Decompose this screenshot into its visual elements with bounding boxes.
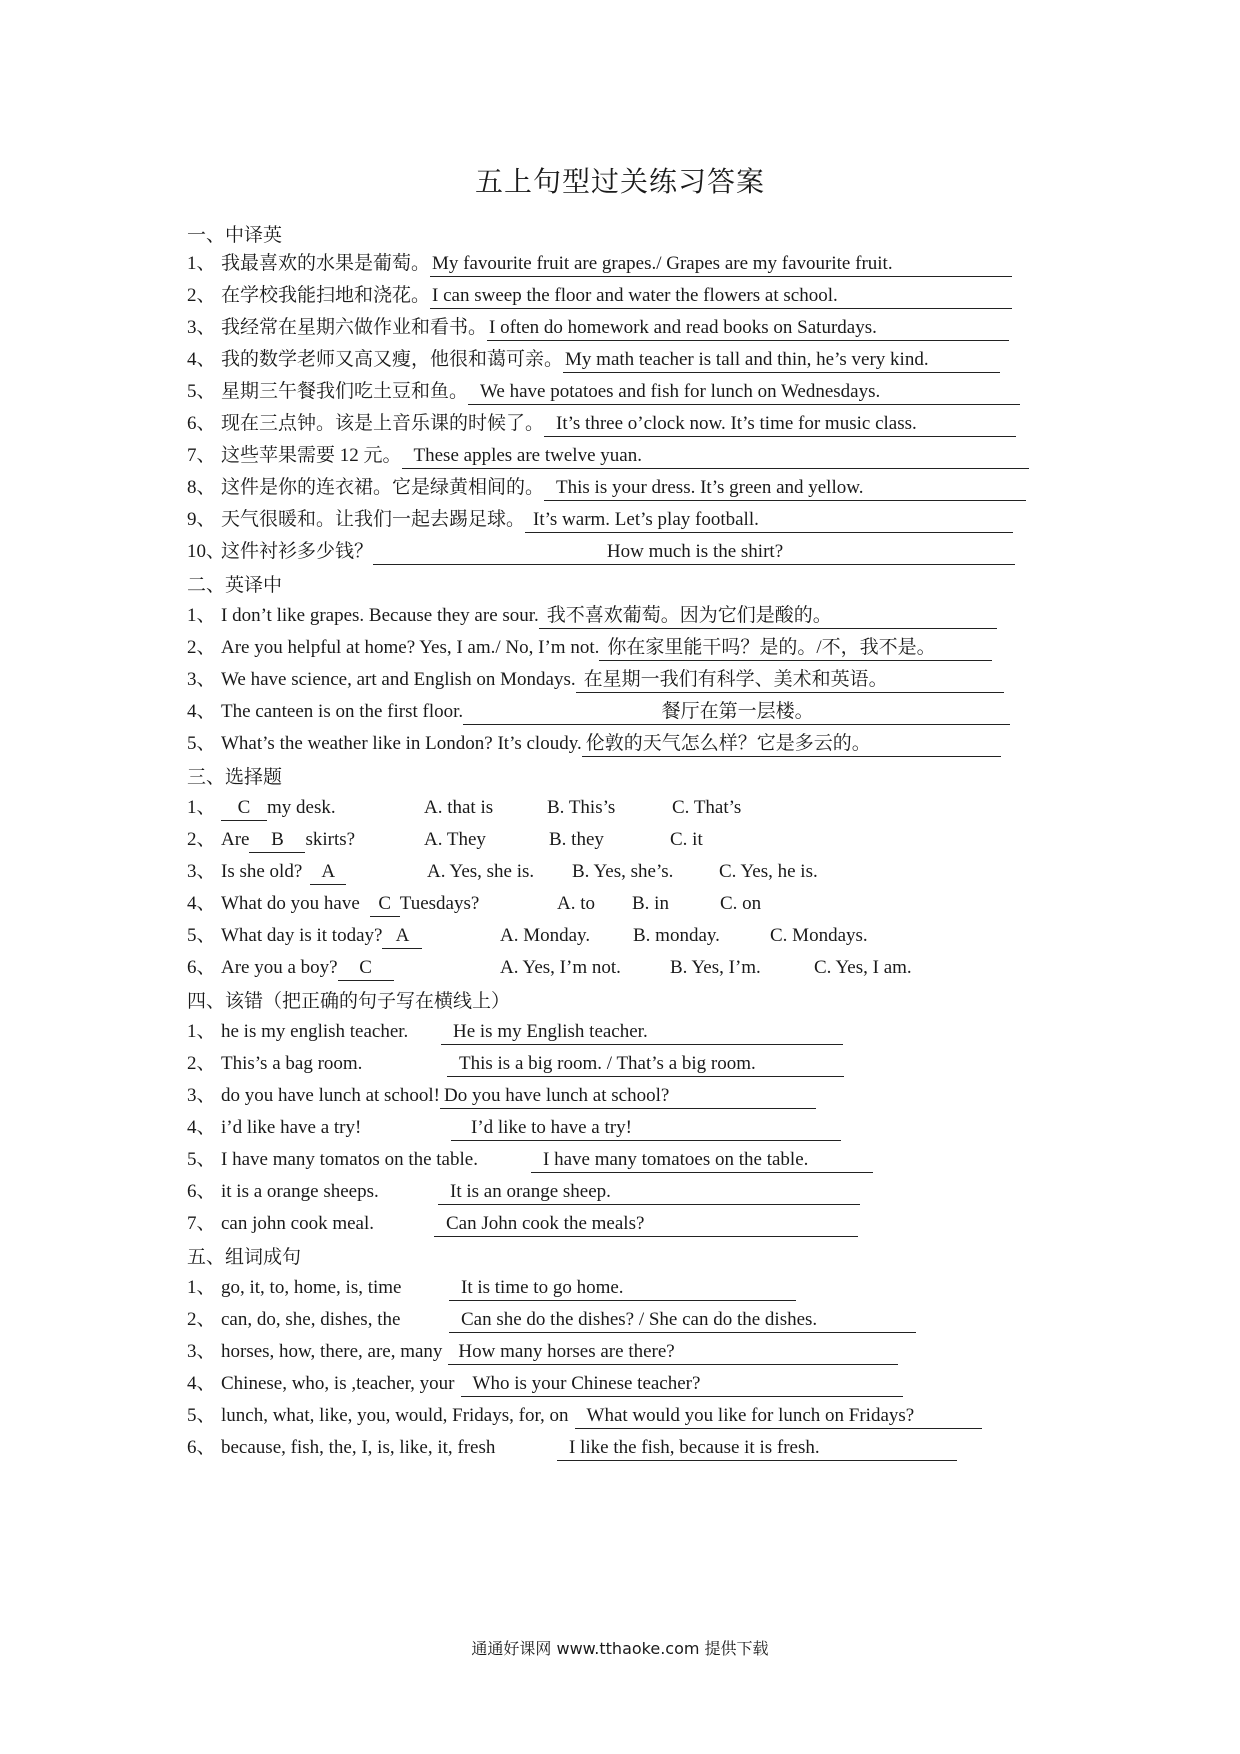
list-item [187,890,1047,918]
section-heading-5: 五、组词成句 [187,1247,302,1268]
answer-line: My favourite fruit are grapes./ Grapes are my favourite fruit. [430,252,1012,277]
page-title: 五上句型过关练习答案 [474,167,765,198]
item-number: 2、 [187,1053,216,1074]
list-item [187,1050,844,1078]
list-item [187,794,1047,822]
item-number: 2、 [187,637,216,658]
list-item [187,1306,916,1334]
item-number: 3、 [187,861,216,882]
list-item [187,1146,873,1174]
answer-line: Can she do the dishes? / She can do the dishes. [449,1308,916,1333]
question-text: Are [221,829,250,850]
option-c: C. Yes, he is. [719,861,818,882]
item-number: 4、 [187,1117,216,1138]
item-number: 4、 [187,349,216,370]
list-item [187,826,1047,854]
answer-line: It’s warm. Let’s play football. [525,508,1013,533]
question-text: Chinese, who, is ,teacher, your [221,1373,455,1394]
answer-line: It is time to go home. [449,1276,796,1301]
list-item [187,1338,898,1366]
item-number: 1、 [187,605,216,626]
item-number: 5、 [187,381,216,402]
option-c: C. it [670,829,703,850]
question-text: horses, how, there, are, many [221,1341,443,1362]
list-item [187,538,1015,566]
option-c: C. Mondays. [770,925,868,946]
list-item [187,1434,957,1462]
question-text: Are you a boy? [221,957,338,978]
question-text: We have science, art and English on Mondays. [221,669,576,690]
item-number: 7、 [187,445,216,466]
footer-credit: 通通好课网 www.tthaoke.com 提供下载 [471,1639,769,1658]
item-number: 3、 [187,1341,216,1362]
option-b: B. they [549,829,604,850]
option-a: A. to [557,893,595,914]
list-item [187,314,1009,342]
answer-line: 餐厅在第一层楼。 [463,700,1010,725]
list-item [187,1018,843,1046]
option-a: A. They [424,829,486,850]
option-b: B. Yes, I’m. [670,957,761,978]
item-number: 3、 [187,317,216,338]
list-item [187,1402,982,1430]
list-item [187,410,1016,438]
item-number: 1、 [187,1021,216,1042]
question-text: What’s the weather like in London? It’s cloudy. [221,733,582,754]
item-number: 5、 [187,1149,216,1170]
item-number: 9、 [187,509,216,530]
list-item [187,954,1047,982]
answer-line: Do you have lunch at school? [440,1084,816,1109]
answer-line: What would you like for lunch on Fridays? [575,1404,982,1429]
item-number: 6、 [187,1437,216,1458]
list-item [187,666,1004,694]
option-c: C. on [720,893,762,914]
answer-line: My math teacher is tall and thin, he’s very kind. [563,348,1000,373]
answer-blank: B [249,828,305,853]
item-number: 5、 [187,1405,216,1426]
question-text: can, do, she, dishes, the [221,1309,401,1330]
list-item [187,1274,796,1302]
list-item [187,378,1020,406]
item-number: 5、 [187,925,216,946]
question-text: What do you have [221,893,360,914]
section-heading-4: 四、该错（把正确的句子写在横线上） [187,991,511,1012]
list-item [187,730,1001,758]
list-item [187,250,1012,278]
item-number: 1、 [187,253,216,274]
question-text: 我经常在星期六做作业和看书。 [221,317,488,338]
list-item [187,698,1010,726]
question-text: 这件是你的连衣裙。它是绿黄相间的。 [221,477,545,498]
answer-blank: C [370,892,400,917]
answer-blank: C [338,956,394,981]
answer-line: We have potatoes and fish for lunch on Wednesdays. [468,380,1020,405]
item-number: 3、 [187,1085,216,1106]
list-item [187,1082,816,1110]
question-text: because, fish, the, I, is, like, it, fresh [221,1437,496,1458]
item-number: 6、 [187,1181,216,1202]
option-b: B. in [632,893,669,914]
list-item [187,442,1029,470]
question-text: do you have lunch at school! [221,1085,440,1106]
question-text: skirts? [305,829,356,850]
section-heading-3: 三、选择题 [187,767,283,788]
option-c: C. That’s [672,797,742,818]
answer-line: It’s three o’clock now. It’s time for music class. [544,412,1016,437]
list-item [187,282,1012,310]
option-c: C. Yes, I am. [814,957,912,978]
question-text: What day is it today? [221,925,383,946]
question-text: 星期三午餐我们吃土豆和鱼。 [221,381,469,402]
answer-line: 伦敦的天气怎么样？它是多云的。 [582,732,1001,757]
item-number: 3、 [187,669,216,690]
question-text: 在学校我能扫地和浇花。 [221,285,431,306]
answer-line: It is an orange sheep. [438,1180,860,1205]
answer-line: This is your dress. It’s green and yellow. [544,476,1026,501]
question-text: 天气很暖和。让我们一起去踢足球。 [221,509,526,530]
answer-line: 你在家里能干吗？是的。/不，我不是。 [599,636,992,661]
answer-line: 在星期一我们有科学、美术和英语。 [576,668,1004,693]
answer-line: Who is your Chinese teacher? [461,1372,903,1397]
question-text: my desk. [267,797,336,818]
question-text: can john cook meal. [221,1213,375,1234]
answer-line: I can sweep the floor and water the flowers at school. [430,284,1012,309]
answer-line: This is a big room. / That’s a big room. [447,1052,844,1077]
question-text: 这件衬衫多少钱？ [221,541,374,562]
option-a: A. Monday. [500,925,591,946]
item-number: 5、 [187,733,216,754]
list-item [187,1178,860,1206]
item-number: 10、 [187,541,226,562]
answer-line: 我不喜欢葡萄。因为它们是酸的。 [539,604,997,629]
answer-blank: A [382,924,422,949]
list-item [187,602,997,630]
question-text: This’s a bag room. [221,1053,363,1074]
list-item [187,1370,903,1398]
question-text: Is she old? [221,861,303,882]
question-text: 现在三点钟。该是上音乐课的时候了。 [221,413,545,434]
section-heading-1: 一、中译英 [187,225,283,246]
list-item [187,1210,858,1238]
option-a: A. Yes, she is. [427,861,535,882]
answer-line: I often do homework and read books on Saturdays. [487,316,1009,341]
question-text: The canteen is on the first floor. [221,701,464,722]
item-number: 7、 [187,1213,216,1234]
section-heading-2: 二、英译中 [187,575,283,596]
question-text: I don’t like grapes. Because they are sour. [221,605,539,626]
question-text: go, it, to, home, is, time [221,1277,402,1298]
item-number: 1、 [187,1277,216,1298]
question-text: he is my english teacher. [221,1021,409,1042]
answer-blank: C [221,796,267,821]
answer-line: I like the fish, because it is fresh. [557,1436,957,1461]
question-text: Tuesdays? [399,893,480,914]
answer-line: How many horses are there? [448,1340,898,1365]
item-number: 8、 [187,477,216,498]
option-b: B. Yes, she’s. [572,861,674,882]
answer-line: These apples are twelve yuan. [402,444,1029,469]
list-item [187,634,992,662]
item-number: 2、 [187,1309,216,1330]
item-number: 4、 [187,893,216,914]
option-a: A. that is [424,797,494,818]
question-text: 我最喜欢的水果是葡萄。 [221,253,431,274]
list-item [187,346,1000,374]
question-text: I have many tomatos on the table. [221,1149,478,1170]
answer-blank: A [310,860,346,885]
answer-line: I have many tomatoes on the table. [531,1148,873,1173]
option-b: B. This’s [547,797,616,818]
item-number: 4、 [187,1373,216,1394]
question-text: Are you helpful at home? Yes, I am./ No, I’m not. [221,637,600,658]
item-number: 4、 [187,701,216,722]
option-b: B. monday. [633,925,720,946]
question-text: lunch, what, like, you, would, Fridays, for, on [221,1405,569,1426]
item-number: 6、 [187,413,216,434]
answer-line: Can John cook the meals? [434,1212,858,1237]
question-text: it is a orange sheeps. [221,1181,379,1202]
question-text: 我的数学老师又高又瘦，他很和蔼可亲。 [221,349,564,370]
list-item [187,858,1047,886]
list-item [187,506,1013,534]
answer-line: He is my English teacher. [441,1020,843,1045]
list-item [187,474,1026,502]
question-text: 这些苹果需要 12 元。 [221,445,402,466]
list-item [187,1114,841,1142]
item-number: 1、 [187,797,216,818]
option-a: A. Yes, I’m not. [500,957,621,978]
answer-line: How much is the shirt? [373,540,1015,565]
item-number: 6、 [187,957,216,978]
list-item [187,922,1047,950]
item-number: 2、 [187,829,216,850]
answer-line: I’d like to have a try! [451,1116,841,1141]
question-text: i’d like have a try! [221,1117,362,1138]
item-number: 2、 [187,285,216,306]
